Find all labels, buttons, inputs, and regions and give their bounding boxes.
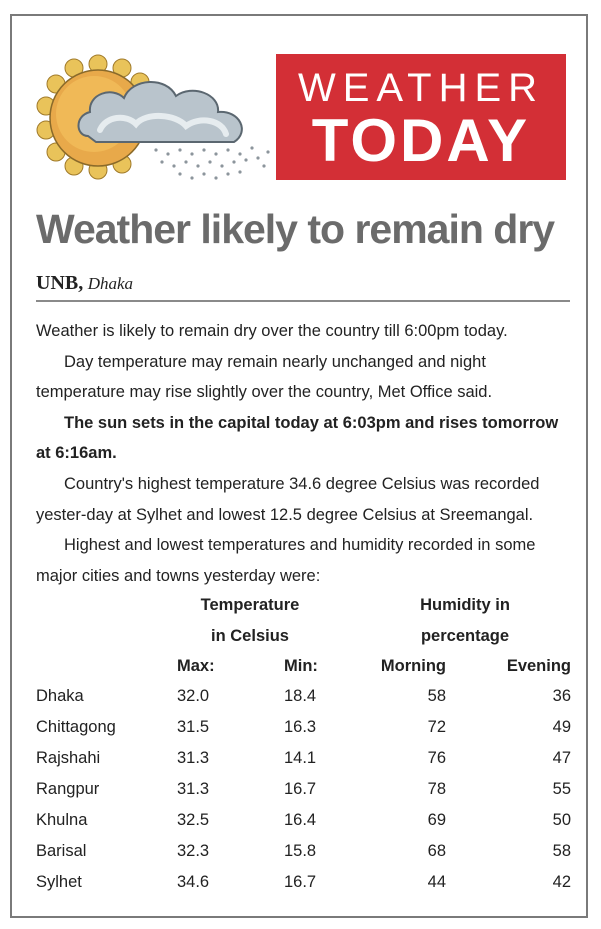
temperature-header-line1: Temperature (200, 596, 300, 614)
evening-humidity: 50 (552, 811, 571, 829)
column-header-min: Min: (284, 657, 318, 675)
paragraph-2: Day temperature may remain nearly unchanged and night temperature may rise slightly over the country, Met Office said. (36, 352, 493, 402)
humidity-header-line2: percentage (420, 627, 510, 645)
morning-humidity: 76 (427, 749, 446, 767)
evening-humidity: 42 (552, 873, 571, 891)
min-temp: 18.4 (284, 687, 317, 705)
paragraph-5: Highest and lowest temperatures and humidity recorded in some major cities and towns yesterday were: (36, 536, 536, 585)
max-temp: 31.3 (177, 780, 210, 798)
city-name: Barisal (36, 842, 87, 860)
min-temp: 16.4 (284, 811, 317, 829)
humidity-header-line1: Humidity in (420, 596, 510, 614)
morning-humidity: 69 (427, 811, 446, 829)
evening-humidity: 58 (552, 842, 571, 860)
min-temp: 16.7 (284, 780, 317, 798)
min-temp: 16.3 (284, 718, 317, 736)
evening-humidity: 49 (552, 718, 571, 736)
column-header-morning: Morning (380, 657, 446, 675)
banner-line1: WEATHER (297, 66, 545, 110)
city-name: Khulna (36, 811, 88, 829)
morning-humidity: 68 (427, 842, 446, 860)
min-temp: 16.7 (284, 873, 317, 891)
max-temp: 32.5 (177, 811, 210, 829)
evening-humidity: 55 (552, 780, 571, 798)
city-name: Sylhet (36, 873, 82, 891)
column-header-evening: Evening (506, 657, 571, 675)
max-temp: 32.0 (177, 687, 210, 705)
city-name: Rangpur (36, 780, 100, 798)
byline-place: Dhaka (87, 274, 134, 293)
banner-line2: TODAY (311, 107, 531, 174)
temperature-header-line2: in Celsius (211, 627, 289, 645)
city-name: Dhaka (36, 687, 84, 705)
city-name: Chittagong (36, 718, 116, 736)
max-temp: 31.5 (177, 718, 210, 736)
evening-humidity: 36 (552, 687, 571, 705)
article-headline: Weather likely to remain dry (36, 206, 555, 252)
paragraph-4: Country's highest temperature 34.6 degree Celsius was recorded yester-day at Sylhet and lowest 12.5 degree Celsius at Sreemangal. (36, 474, 540, 524)
min-temp: 15.8 (284, 842, 317, 860)
city-name: Rajshahi (36, 749, 101, 767)
max-temp: 31.3 (177, 749, 210, 767)
morning-humidity: 72 (427, 718, 446, 736)
paragraph-3: The sun sets in the capital today at 6:03pm and rises tomorrow at 6:16am. (36, 413, 559, 463)
column-header-max: Max: (177, 657, 215, 675)
byline-agency: UNB, (36, 272, 84, 294)
min-temp: 14.1 (284, 749, 317, 767)
paragraph-1: Weather is likely to remain dry over the country till 6:00pm today. (36, 322, 508, 340)
morning-humidity: 58 (427, 687, 446, 705)
max-temp: 32.3 (177, 842, 210, 860)
morning-humidity: 78 (427, 780, 446, 798)
max-temp: 34.6 (177, 873, 210, 891)
morning-humidity: 44 (427, 873, 446, 891)
evening-humidity: 47 (552, 749, 571, 767)
